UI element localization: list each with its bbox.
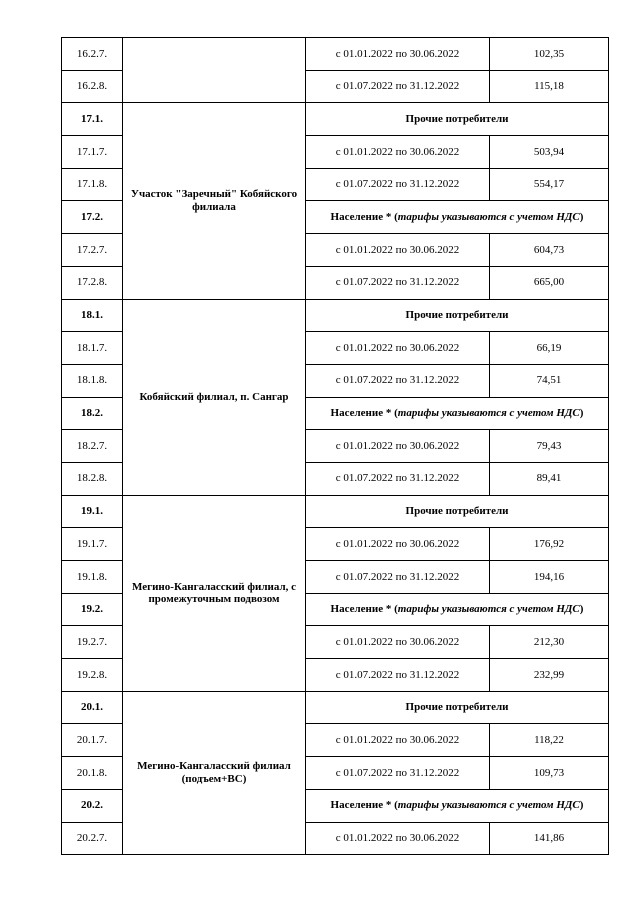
section-number: 18.2. [62, 397, 123, 430]
population-suffix: ) [579, 603, 584, 616]
subdivision-name: Мегино-Кангаласский филиал, с промежуточным подвозом [123, 495, 306, 691]
row-number: 19.1.7. [62, 528, 123, 561]
population-note: тарифы указываются с учетом НДС [397, 407, 580, 420]
row-number: 17.2.7. [62, 234, 123, 267]
table-row [62, 103, 609, 136]
table-row [62, 38, 609, 71]
tariff-value: 604,73 [490, 234, 609, 267]
section-number: 19.2. [62, 593, 123, 626]
row-number: 16.2.8. [62, 70, 123, 103]
tariff-value: 118,22 [490, 724, 609, 757]
tariff-value: 554,17 [490, 168, 609, 201]
population-suffix: ) [579, 799, 584, 812]
period-cell: с 01.07.2022 по 31.12.2022 [306, 561, 490, 594]
section-number: 19.1. [62, 495, 123, 528]
population-note: тарифы указываются с учетом НДС [397, 799, 580, 812]
population-suffix: ) [579, 210, 584, 223]
category-population [306, 593, 609, 626]
table-row [62, 495, 609, 528]
period-cell: с 01.01.2022 по 30.06.2022 [306, 626, 490, 659]
row-number: 17.2.8. [62, 266, 123, 299]
category-population [306, 397, 609, 430]
period-cell: с 01.07.2022 по 31.12.2022 [306, 659, 490, 692]
row-number: 20.1.7. [62, 724, 123, 757]
period-cell: с 01.01.2022 по 30.06.2022 [306, 430, 490, 463]
category-population [306, 789, 609, 822]
row-number: 17.1.7. [62, 136, 123, 169]
population-note: тарифы указываются с учетом НДС [397, 210, 580, 223]
population-label: Население * ( [330, 210, 398, 223]
row-number: 20.1.8. [62, 757, 123, 790]
tariff-value: 503,94 [490, 136, 609, 169]
category-other-consumers: Прочие потребители [306, 691, 609, 724]
row-number: 19.2.7. [62, 626, 123, 659]
period-cell: с 01.07.2022 по 31.12.2022 [306, 757, 490, 790]
table-row [62, 691, 609, 724]
subdivision-name-cell [123, 38, 306, 103]
subdivision-name: Кобяйский филиал, п. Сангар [123, 299, 306, 495]
tariff-value: 66,19 [490, 332, 609, 365]
population-note: тарифы указываются с учетом НДС [397, 603, 580, 616]
table-row [62, 299, 609, 332]
subdivision-name: Участок "Заречный" Кобяйского филиала [123, 103, 306, 299]
tariff-value: 115,18 [490, 70, 609, 103]
section-number: 20.2. [62, 789, 123, 822]
category-other-consumers: Прочие потребители [306, 103, 609, 136]
period-cell: с 01.07.2022 по 31.12.2022 [306, 70, 490, 103]
row-number: 20.2.7. [62, 822, 123, 855]
population-label: Население * ( [330, 603, 398, 616]
tariff-table [61, 37, 609, 855]
tariff-value: 109,73 [490, 757, 609, 790]
tariff-value: 141,86 [490, 822, 609, 855]
section-number: 18.1. [62, 299, 123, 332]
section-number: 17.2. [62, 201, 123, 234]
period-cell: с 01.07.2022 по 31.12.2022 [306, 168, 490, 201]
tariff-value: 102,35 [490, 38, 609, 71]
section-number: 17.1. [62, 103, 123, 136]
population-suffix: ) [579, 407, 584, 420]
row-number: 18.1.7. [62, 332, 123, 365]
tariff-value: 74,51 [490, 364, 609, 397]
period-cell: с 01.01.2022 по 30.06.2022 [306, 136, 490, 169]
tariff-value: 79,43 [490, 430, 609, 463]
period-cell: с 01.07.2022 по 31.12.2022 [306, 266, 490, 299]
subdivision-name: Мегино-Кангаласский филиал (подъем+ВС) [123, 691, 306, 854]
tariff-value: 665,00 [490, 266, 609, 299]
section-number: 20.1. [62, 691, 123, 724]
row-number: 16.2.7. [62, 38, 123, 71]
row-number: 17.1.8. [62, 168, 123, 201]
period-cell: с 01.01.2022 по 30.06.2022 [306, 234, 490, 267]
tariff-value: 232,99 [490, 659, 609, 692]
period-cell: с 01.07.2022 по 31.12.2022 [306, 462, 490, 495]
period-cell: с 01.01.2022 по 30.06.2022 [306, 38, 490, 71]
period-cell: с 01.01.2022 по 30.06.2022 [306, 724, 490, 757]
tariff-value: 89,41 [490, 462, 609, 495]
row-number: 19.1.8. [62, 561, 123, 594]
period-cell: с 01.01.2022 по 30.06.2022 [306, 822, 490, 855]
period-cell: с 01.01.2022 по 30.06.2022 [306, 332, 490, 365]
tariff-value: 194,16 [490, 561, 609, 594]
period-cell: с 01.07.2022 по 31.12.2022 [306, 364, 490, 397]
category-population [306, 201, 609, 234]
tariff-value: 212,30 [490, 626, 609, 659]
population-label: Население * ( [330, 407, 398, 420]
row-number: 18.1.8. [62, 364, 123, 397]
row-number: 19.2.8. [62, 659, 123, 692]
tariff-value: 176,92 [490, 528, 609, 561]
population-label: Население * ( [330, 799, 398, 812]
row-number: 18.2.8. [62, 462, 123, 495]
period-cell: с 01.01.2022 по 30.06.2022 [306, 528, 490, 561]
row-number: 18.2.7. [62, 430, 123, 463]
category-other-consumers: Прочие потребители [306, 299, 609, 332]
category-other-consumers: Прочие потребители [306, 495, 609, 528]
